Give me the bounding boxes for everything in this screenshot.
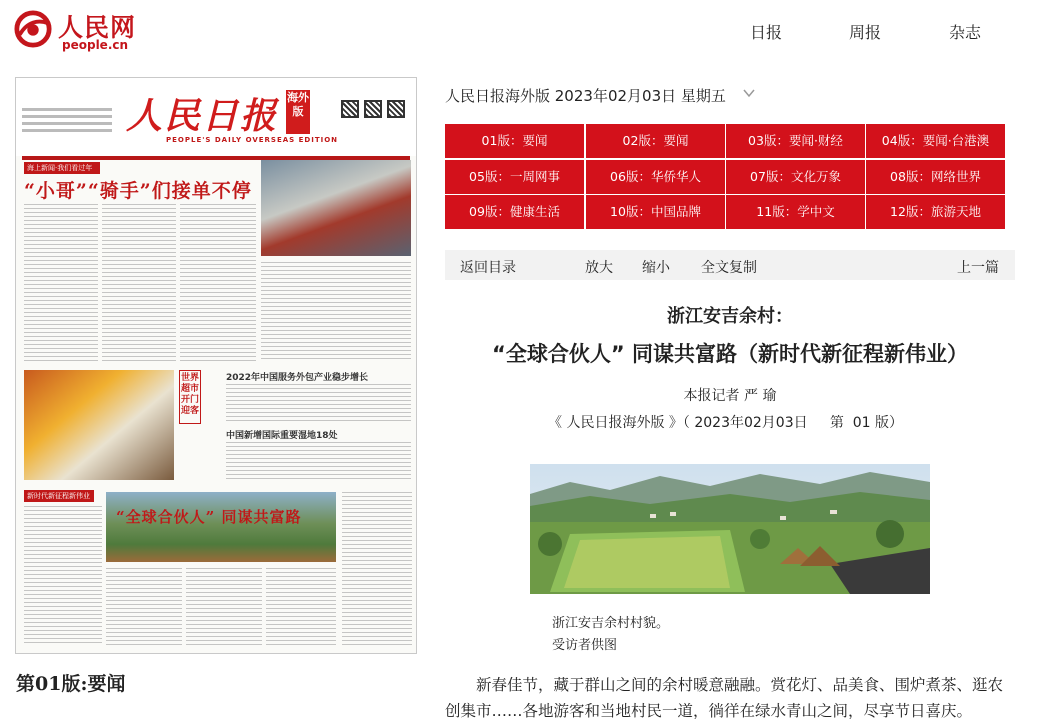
edition-selector[interactable]: 人民日报海外版 2023年02月03日 星期五 (445, 87, 726, 105)
section-grid (445, 124, 1006, 229)
nav-daily[interactable]: 日报 (750, 23, 783, 42)
section-01[interactable]: 01版：要闻 (445, 124, 584, 158)
nav-magazine[interactable]: 杂志 (949, 23, 982, 42)
article-toolbar (445, 250, 1015, 280)
paper-edition-badge: 海外版 (286, 90, 310, 134)
newspaper-page-image[interactable] (15, 77, 417, 654)
people-logo-icon (14, 10, 52, 48)
copy-full-text-button[interactable]: 全文复制 (701, 260, 757, 276)
paper-text-column (24, 506, 102, 646)
page-caption: 第01版:要闻 (16, 673, 126, 695)
chevron-down-icon[interactable] (742, 86, 756, 100)
paper-text-column (24, 204, 98, 364)
section-09[interactable]: 09版：健康生活 (445, 195, 584, 229)
section-07[interactable]: 07版：文化万象 (726, 160, 865, 194)
paper-subhead: 中国新增国际重要湿地18处 (226, 431, 338, 441)
nav-weekly[interactable]: 周报 (849, 23, 882, 42)
article-kicker: 浙江安吉余村： (667, 306, 793, 327)
paper-text-column (226, 384, 411, 424)
section-03[interactable]: 03版：要闻·财经 (726, 124, 865, 158)
section-02[interactable]: 02版：要闻 (586, 124, 725, 158)
previous-article-button[interactable]: 上一篇 (957, 260, 999, 276)
article-source: 《 人民日报海外版 》（ 2023年02月03日 第 01 版） (548, 415, 904, 431)
top-bar (0, 0, 1040, 62)
people-logo[interactable] (14, 8, 144, 54)
section-04[interactable]: 04版：要闻·台港澳 (866, 124, 1005, 158)
paper-section-tag: 新时代新征程新伟业 (24, 490, 94, 502)
paper-vertical-box: 世界超市开门迎客 (179, 370, 201, 424)
section-12[interactable]: 12版：旅游天地 (866, 195, 1005, 229)
paper-subhead: 2022年中国服务外包产业稳步增长 (226, 373, 369, 383)
section-08[interactable]: 08版：网络世界 (866, 160, 1005, 194)
paper-strap: 海上新闻·我们看过年 (24, 162, 100, 174)
section-06[interactable]: 06版：华侨华人 (586, 160, 725, 194)
article-byline: 本报记者 严 瑜 (683, 388, 777, 404)
paper-headline: “小哥”“骑手”们接单不停 (24, 180, 252, 202)
paper-text-column (342, 492, 412, 646)
paper-text-column (180, 204, 256, 364)
paper-text-column (102, 204, 176, 364)
paper-text-column (261, 262, 411, 362)
paper-text-column (186, 568, 262, 646)
zoom-out-button[interactable]: 缩小 (642, 260, 670, 276)
paper-photo-warehouse (261, 160, 411, 256)
paper-text-column (106, 568, 182, 646)
qr-code-icon (364, 100, 382, 118)
zoom-in-button[interactable]: 放大 (585, 260, 613, 276)
article-title: “全球合伙人” 同谋共富路（新时代新征程新伟业） (492, 342, 968, 366)
paper-text-column (266, 568, 336, 646)
logo-text-en: people.cn (62, 38, 129, 52)
section-05[interactable]: 05版：一周网事 (445, 160, 584, 194)
back-to-index-button[interactable]: 返回目录 (460, 260, 516, 276)
paper-photo-lion-dance (24, 370, 174, 480)
qr-code-icon (387, 100, 405, 118)
photo-credit: 受访者供图 (552, 638, 618, 653)
photo-caption: 浙江安吉余村村貌。 (552, 616, 670, 631)
paper-masthead-en: PEOPLE'S DAILY OVERSEAS EDITION (166, 136, 339, 144)
paper-photo-village (106, 492, 336, 562)
paper-lower-headline: “全球合伙人” 同谋共富路 (116, 508, 302, 526)
logo-text-cn: 人民网 (58, 13, 137, 42)
article-photo (530, 464, 930, 594)
paper-masthead-title: 人民日报 (126, 95, 279, 137)
paper-dateline (22, 108, 112, 142)
article-paragraph: 新春佳节，藏于群山之间的余村暖意融融。赏花灯、品美食、围炉煮茶、逛农创集市……各地游客和当地村民一道，徜徉在绿水青山之间，尽享节日喜庆。 (445, 676, 1004, 719)
qr-code-icon (341, 100, 359, 118)
paper-text-column (226, 442, 411, 482)
section-11[interactable]: 11版：学中文 (726, 195, 865, 229)
section-10[interactable]: 10版：中国品牌 (586, 195, 725, 229)
paper-masthead (16, 78, 416, 156)
